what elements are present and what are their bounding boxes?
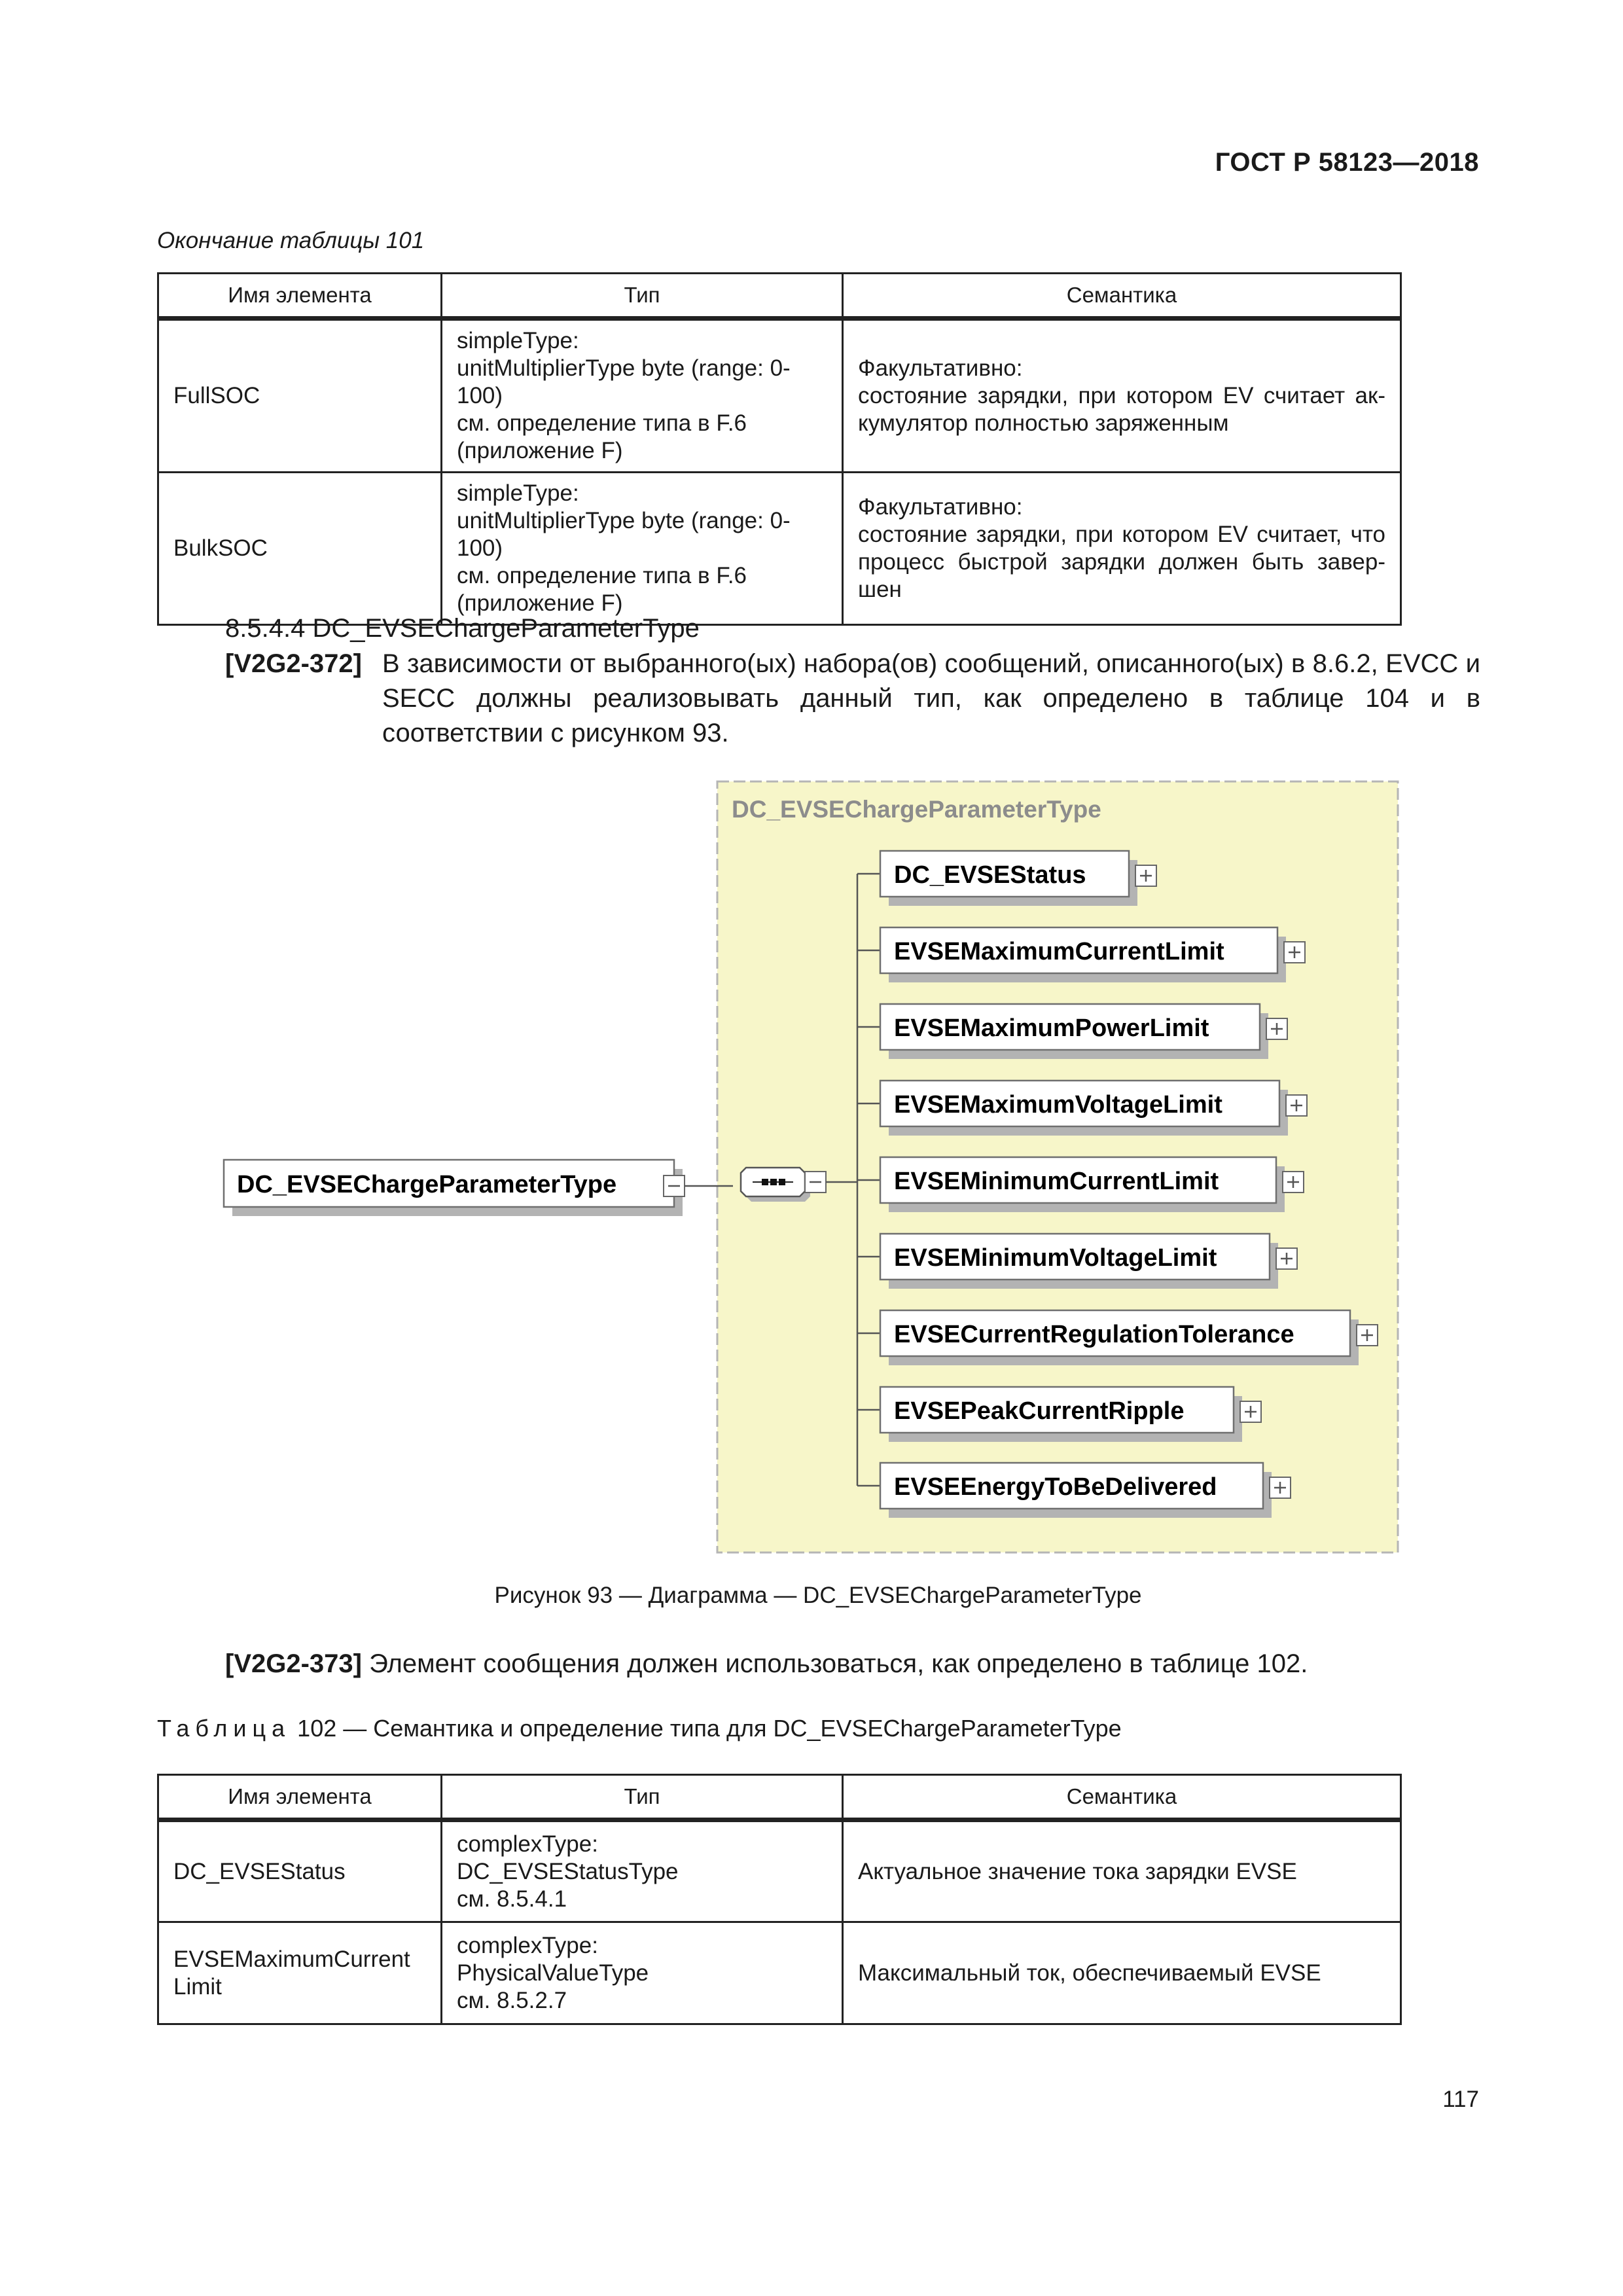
type-line: DC_EVSEStatusType xyxy=(457,1858,679,1884)
type-line: см. 8.5.4.1 xyxy=(457,1886,567,1912)
child-element[interactable] xyxy=(857,1234,1297,1289)
type-line: complexType: xyxy=(457,1831,598,1857)
semantics-line: Факультативно: xyxy=(858,355,1023,381)
requirement-373 xyxy=(225,1649,1308,1679)
table-title-text: 102 — Семантика и определение типа для DC_EVSEChargeParameterType xyxy=(297,1715,1122,1742)
sequence-dot-icon xyxy=(770,1179,777,1185)
standard-designation: ГОСТ Р 58123—2018 xyxy=(1215,148,1479,177)
svg-text:EVSEMaximumVoltageLimit: EVSEMaximumVoltageLimit xyxy=(894,1091,1222,1119)
svg-text:EVSEMaximumPowerLimit: EVSEMaximumPowerLimit xyxy=(894,1014,1209,1042)
semantics-cell: Максимальный ток, обеспечиваемый EVSE xyxy=(843,1922,1401,2024)
column-header: Семантика xyxy=(843,1775,1401,1820)
type-cell xyxy=(442,1820,843,1922)
table-row xyxy=(158,1922,1401,2024)
expand-icon[interactable] xyxy=(1240,1401,1261,1422)
svg-text:EVSEMinimumCurrentLimit: EVSEMinimumCurrentLimit xyxy=(894,1168,1219,1195)
semantics-cell xyxy=(843,473,1401,625)
column-header: Имя элемента xyxy=(158,274,442,319)
type-line: unitMultiplierType byte (range: 0-100) xyxy=(457,508,791,561)
child-element[interactable] xyxy=(857,1310,1378,1365)
page-number: 117 xyxy=(1442,2087,1479,2112)
expand-icon[interactable] xyxy=(1270,1477,1291,1498)
expand-icon[interactable] xyxy=(1135,865,1156,886)
section-heading: 8.5.4.4 DC_EVSEChargeParameterType xyxy=(225,614,700,643)
element-name-cell: FullSOC xyxy=(158,319,442,473)
semantics-cell: Актуальное значение тока зарядки EVSE xyxy=(843,1820,1401,1922)
expand-icon[interactable] xyxy=(1286,1095,1307,1116)
table-102 xyxy=(157,1774,1402,2025)
element-name-cell: DC_EVSEStatus xyxy=(158,1820,442,1922)
requirement-id: [V2G2-373] xyxy=(225,1649,362,1678)
svg-text:EVSEMinimumVoltageLimit: EVSEMinimumVoltageLimit xyxy=(894,1244,1217,1272)
table-title xyxy=(157,1715,1122,1742)
schema-diagram xyxy=(216,772,1420,1564)
type-line: см. 8.5.2.7 xyxy=(457,1987,567,2013)
expand-icon[interactable] xyxy=(1276,1248,1297,1269)
column-header: Семантика xyxy=(843,274,1401,319)
table-row xyxy=(158,319,1401,473)
root-element-label: DC_EVSEChargeParameterType xyxy=(237,1171,617,1198)
semantics-cell xyxy=(843,319,1401,473)
table-label: Таблица xyxy=(157,1715,291,1742)
requirement-372 xyxy=(225,647,1480,747)
collapse-icon[interactable] xyxy=(664,1175,685,1196)
element-name-cell: BulkSOC xyxy=(158,473,442,625)
sequence-dot-icon xyxy=(779,1179,785,1185)
type-cell xyxy=(442,473,843,625)
child-element[interactable] xyxy=(857,1463,1291,1518)
expand-icon[interactable] xyxy=(1284,942,1305,963)
table-101-end xyxy=(157,272,1402,626)
semantics-line: Факультативно: xyxy=(858,494,1023,520)
expand-icon[interactable] xyxy=(1266,1018,1287,1039)
collapse-icon[interactable] xyxy=(805,1172,826,1193)
element-name-cell: EVSEMaximumCurrent Limit xyxy=(158,1922,442,2024)
semantics-line: состояние зарядки, при котором EV считает ак-кумулятор полностью заряженным xyxy=(858,383,1385,436)
type-line: см. определение типа в F.6 xyxy=(457,410,747,436)
type-line: unitMultiplierType byte (range: 0-100) xyxy=(457,355,791,408)
svg-text:EVSEEnergyToBeDelivered: EVSEEnergyToBeDelivered xyxy=(894,1473,1217,1501)
type-line: simpleType: xyxy=(457,328,579,353)
child-element[interactable] xyxy=(857,1081,1307,1136)
type-line: complexType: xyxy=(457,1932,598,1958)
svg-text:EVSEMaximumCurrentLimit: EVSEMaximumCurrentLimit xyxy=(894,938,1224,965)
child-element[interactable] xyxy=(857,1004,1287,1059)
requirement-text: В зависимости от выбранного(ых) набора(ов) сообщений, описанного(ых) в 8.6.2, EVCC и SECC должны реализовывать данный тип, как определено в таблице 104 и в соответствии с рисунком 93. xyxy=(382,649,1480,747)
column-header: Тип xyxy=(442,1775,843,1820)
child-element[interactable] xyxy=(857,851,1156,906)
table-row xyxy=(158,1820,1401,1922)
column-header: Имя элемента xyxy=(158,1775,442,1820)
type-line: (приложение F) xyxy=(457,590,623,616)
container-title: DC_EVSEChargeParameterType xyxy=(732,796,1101,823)
type-cell xyxy=(442,319,843,473)
semantics-line: состояние зарядки, при котором EV считает, что процесс быстрой зарядки должен быть завер-шен xyxy=(858,522,1385,602)
type-cell xyxy=(442,1922,843,2024)
child-element[interactable] xyxy=(857,1157,1304,1212)
svg-text:EVSEPeakCurrentRipple: EVSEPeakCurrentRipple xyxy=(894,1397,1185,1425)
type-line: PhysicalValueType xyxy=(457,1960,649,1986)
table-continuation-caption: Окончание таблицы 101 xyxy=(157,228,425,253)
requirement-id: [V2G2-372] xyxy=(225,649,362,678)
type-line: см. определение типа в F.6 xyxy=(457,563,747,588)
type-line: (приложение F) xyxy=(457,438,623,463)
expand-icon[interactable] xyxy=(1283,1172,1304,1193)
expand-icon[interactable] xyxy=(1357,1325,1378,1346)
requirement-text: Элемент сообщения должен использоваться, как определено в таблице 102. xyxy=(369,1649,1308,1678)
child-element[interactable] xyxy=(857,927,1305,982)
sequence-dot-icon xyxy=(762,1179,768,1185)
child-element[interactable] xyxy=(857,1387,1261,1442)
figure-caption: Рисунок 93 — Диаграмма — DC_EVSEChargeParameterType xyxy=(494,1583,1142,1608)
column-header: Тип xyxy=(442,274,843,319)
table-row xyxy=(158,473,1401,625)
svg-text:DC_EVSEStatus: DC_EVSEStatus xyxy=(894,861,1086,889)
type-line: simpleType: xyxy=(457,480,579,506)
svg-text:EVSECurrentRegulationTolerance: EVSECurrentRegulationTolerance xyxy=(894,1321,1294,1348)
